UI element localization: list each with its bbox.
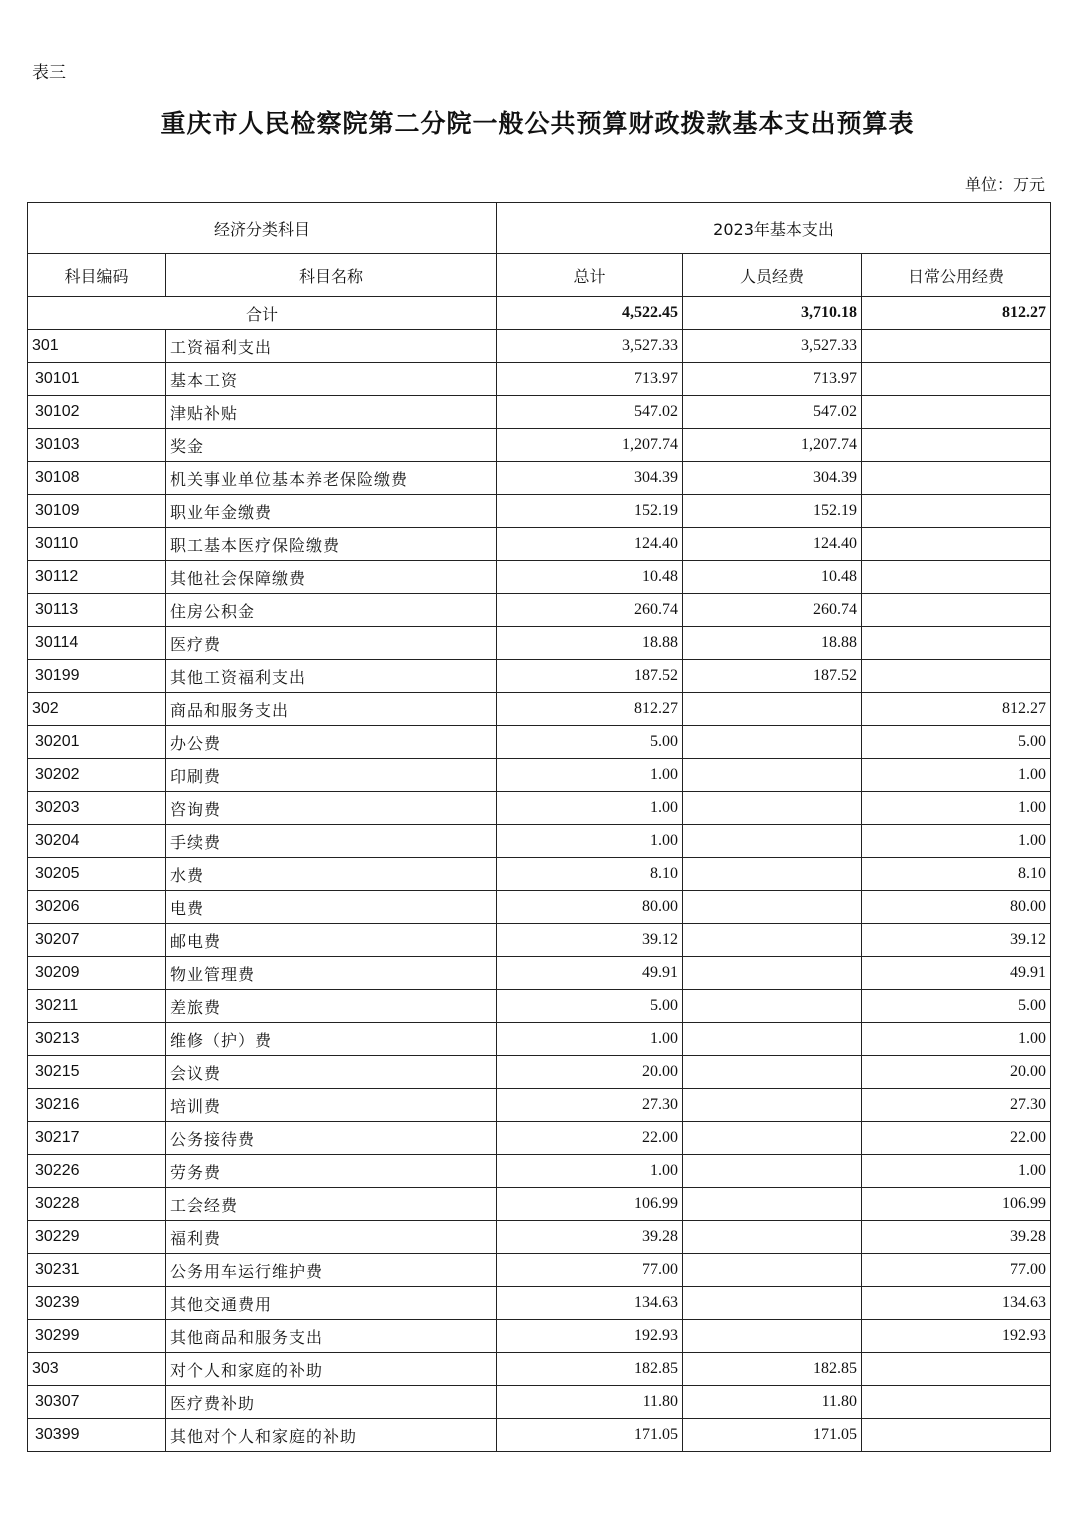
row-public: 49.91 — [862, 957, 1051, 990]
row-total: 1,207.74 — [497, 429, 683, 462]
row-name: 维修（护）费 — [166, 1023, 497, 1056]
row-total: 152.19 — [497, 495, 683, 528]
row-name: 医疗费补助 — [166, 1386, 497, 1419]
table-row — [28, 693, 1051, 726]
row-total: 124.40 — [497, 528, 683, 561]
row-name: 公务用车运行维护费 — [166, 1254, 497, 1287]
row-public: 5.00 — [862, 990, 1051, 1023]
row-name: 公务接待费 — [166, 1122, 497, 1155]
row-code: 30217 — [28, 1122, 166, 1155]
row-total: 1.00 — [497, 1023, 683, 1056]
row-name: 职业年金缴费 — [166, 495, 497, 528]
table-row — [28, 1122, 1051, 1155]
row-code: 302 — [28, 693, 166, 726]
row-name: 津贴补贴 — [166, 396, 497, 429]
row-code: 303 — [28, 1353, 166, 1386]
table-body — [28, 203, 1051, 1452]
table-row — [28, 495, 1051, 528]
total-label: 合计 — [28, 297, 497, 330]
row-code: 30113 — [28, 594, 166, 627]
header-economic-category: 经济分类科目 — [28, 203, 497, 254]
row-code: 30216 — [28, 1089, 166, 1122]
row-public: 20.00 — [862, 1056, 1051, 1089]
page-title: 重庆市人民检察院第二分院一般公共预算财政拨款基本支出预算表 — [160, 109, 915, 138]
row-total: 1.00 — [497, 759, 683, 792]
table-row — [28, 1188, 1051, 1221]
row-public — [862, 363, 1051, 396]
table-row — [28, 990, 1051, 1023]
table-row — [28, 858, 1051, 891]
row-code: 30215 — [28, 1056, 166, 1089]
header-row-columns — [28, 254, 1051, 297]
header-name: 科目名称 — [166, 254, 497, 297]
row-code: 30399 — [28, 1419, 166, 1452]
row-code: 30231 — [28, 1254, 166, 1287]
row-total: 80.00 — [497, 891, 683, 924]
row-total: 8.10 — [497, 858, 683, 891]
table-row — [28, 627, 1051, 660]
table-row — [28, 825, 1051, 858]
row-total: 134.63 — [497, 1287, 683, 1320]
row-public — [862, 561, 1051, 594]
row-total: 39.28 — [497, 1221, 683, 1254]
row-personnel: 10.48 — [683, 561, 862, 594]
row-public: 77.00 — [862, 1254, 1051, 1287]
row-public: 134.63 — [862, 1287, 1051, 1320]
row-code: 30213 — [28, 1023, 166, 1056]
row-personnel — [683, 693, 862, 726]
table-row — [28, 594, 1051, 627]
row-name: 医疗费 — [166, 627, 497, 660]
row-public: 1.00 — [862, 825, 1051, 858]
row-name: 其他社会保障缴费 — [166, 561, 497, 594]
row-personnel — [683, 990, 862, 1023]
row-code: 30203 — [28, 792, 166, 825]
row-total: 547.02 — [497, 396, 683, 429]
row-name: 手续费 — [166, 825, 497, 858]
row-personnel — [683, 759, 862, 792]
row-code: 30109 — [28, 495, 166, 528]
total-personnel: 3,710.18 — [683, 297, 862, 330]
row-personnel — [683, 957, 862, 990]
row-code: 30211 — [28, 990, 166, 1023]
row-total: 106.99 — [497, 1188, 683, 1221]
total-row — [28, 297, 1051, 330]
row-name: 电费 — [166, 891, 497, 924]
row-code: 30205 — [28, 858, 166, 891]
row-public — [862, 1353, 1051, 1386]
table-row — [28, 759, 1051, 792]
row-name: 培训费 — [166, 1089, 497, 1122]
row-name: 水费 — [166, 858, 497, 891]
row-total: 1.00 — [497, 792, 683, 825]
row-public: 8.10 — [862, 858, 1051, 891]
row-total: 1.00 — [497, 1155, 683, 1188]
row-name: 工会经费 — [166, 1188, 497, 1221]
row-public: 192.93 — [862, 1320, 1051, 1353]
table-row — [28, 957, 1051, 990]
row-code: 30101 — [28, 363, 166, 396]
row-total: 187.52 — [497, 660, 683, 693]
row-name: 商品和服务支出 — [166, 693, 497, 726]
table-row — [28, 1023, 1051, 1056]
header-basic-expenditure: 2023年基本支出 — [497, 203, 1051, 254]
total-public: 812.27 — [862, 297, 1051, 330]
row-name: 办公费 — [166, 726, 497, 759]
row-name: 其他商品和服务支出 — [166, 1320, 497, 1353]
row-personnel — [683, 1254, 862, 1287]
row-code: 30102 — [28, 396, 166, 429]
row-code: 30307 — [28, 1386, 166, 1419]
row-code: 30114 — [28, 627, 166, 660]
table-row — [28, 1155, 1051, 1188]
row-code: 30202 — [28, 759, 166, 792]
row-name: 住房公积金 — [166, 594, 497, 627]
row-name: 机关事业单位基本养老保险缴费 — [166, 462, 497, 495]
row-total: 5.00 — [497, 990, 683, 1023]
row-name: 其他交通费用 — [166, 1287, 497, 1320]
table-row — [28, 1353, 1051, 1386]
table-row — [28, 1056, 1051, 1089]
row-total: 18.88 — [497, 627, 683, 660]
row-personnel — [683, 726, 862, 759]
row-personnel — [683, 924, 862, 957]
row-total: 260.74 — [497, 594, 683, 627]
row-total: 11.80 — [497, 1386, 683, 1419]
table-row — [28, 1089, 1051, 1122]
row-code: 30199 — [28, 660, 166, 693]
row-total: 304.39 — [497, 462, 683, 495]
table-row — [28, 1221, 1051, 1254]
row-name: 物业管理费 — [166, 957, 497, 990]
row-public — [862, 594, 1051, 627]
row-name: 印刷费 — [166, 759, 497, 792]
row-public: 22.00 — [862, 1122, 1051, 1155]
header-code: 科目编码 — [28, 254, 166, 297]
row-code: 30206 — [28, 891, 166, 924]
row-total: 1.00 — [497, 825, 683, 858]
table-row — [28, 330, 1051, 363]
row-total: 812.27 — [497, 693, 683, 726]
row-code: 30299 — [28, 1320, 166, 1353]
row-code: 30228 — [28, 1188, 166, 1221]
row-name: 会议费 — [166, 1056, 497, 1089]
row-code: 30229 — [28, 1221, 166, 1254]
table-row — [28, 363, 1051, 396]
row-personnel: 713.97 — [683, 363, 862, 396]
table-row — [28, 1386, 1051, 1419]
row-total: 10.48 — [497, 561, 683, 594]
row-name: 福利费 — [166, 1221, 497, 1254]
row-total: 192.93 — [497, 1320, 683, 1353]
row-total: 5.00 — [497, 726, 683, 759]
row-personnel — [683, 1287, 862, 1320]
row-code: 30207 — [28, 924, 166, 957]
row-personnel: 152.19 — [683, 495, 862, 528]
header-row-group — [28, 203, 1051, 254]
row-personnel: 18.88 — [683, 627, 862, 660]
row-public — [862, 627, 1051, 660]
table-row — [28, 396, 1051, 429]
row-personnel: 3,527.33 — [683, 330, 862, 363]
row-code: 30204 — [28, 825, 166, 858]
row-personnel: 124.40 — [683, 528, 862, 561]
table-row — [28, 561, 1051, 594]
table-number-label: 表三 — [32, 63, 66, 83]
row-personnel — [683, 858, 862, 891]
row-public: 39.12 — [862, 924, 1051, 957]
row-name: 奖金 — [166, 429, 497, 462]
header-public: 日常公用经费 — [862, 254, 1051, 297]
row-personnel — [683, 1023, 862, 1056]
row-personnel — [683, 1188, 862, 1221]
row-public: 1.00 — [862, 792, 1051, 825]
row-personnel — [683, 1056, 862, 1089]
row-public — [862, 429, 1051, 462]
row-personnel: 11.80 — [683, 1386, 862, 1419]
row-total: 182.85 — [497, 1353, 683, 1386]
row-code: 30112 — [28, 561, 166, 594]
row-public — [862, 1386, 1051, 1419]
table-row — [28, 528, 1051, 561]
row-code: 30103 — [28, 429, 166, 462]
row-total: 171.05 — [497, 1419, 683, 1452]
table-row — [28, 1254, 1051, 1287]
row-public — [862, 528, 1051, 561]
row-total: 39.12 — [497, 924, 683, 957]
header-total: 总计 — [497, 254, 683, 297]
row-public: 39.28 — [862, 1221, 1051, 1254]
row-total: 22.00 — [497, 1122, 683, 1155]
row-personnel: 304.39 — [683, 462, 862, 495]
row-name: 其他工资福利支出 — [166, 660, 497, 693]
table-row — [28, 891, 1051, 924]
row-public — [862, 1419, 1051, 1452]
row-public — [862, 660, 1051, 693]
row-public: 1.00 — [862, 1155, 1051, 1188]
table-row — [28, 429, 1051, 462]
table-row — [28, 726, 1051, 759]
table-row — [28, 1287, 1051, 1320]
row-code: 30226 — [28, 1155, 166, 1188]
row-public — [862, 396, 1051, 429]
header-personnel: 人员经费 — [683, 254, 862, 297]
row-personnel: 182.85 — [683, 1353, 862, 1386]
row-name: 其他对个人和家庭的补助 — [166, 1419, 497, 1452]
row-code: 30239 — [28, 1287, 166, 1320]
row-name: 差旅费 — [166, 990, 497, 1023]
row-public: 27.30 — [862, 1089, 1051, 1122]
row-public: 80.00 — [862, 891, 1051, 924]
row-personnel — [683, 1221, 862, 1254]
row-public: 812.27 — [862, 693, 1051, 726]
table-row — [28, 660, 1051, 693]
row-personnel — [683, 1089, 862, 1122]
row-code: 30108 — [28, 462, 166, 495]
row-total: 713.97 — [497, 363, 683, 396]
row-code: 30201 — [28, 726, 166, 759]
row-code: 30209 — [28, 957, 166, 990]
row-public: 1.00 — [862, 1023, 1051, 1056]
row-code: 30110 — [28, 528, 166, 561]
row-total: 27.30 — [497, 1089, 683, 1122]
row-public — [862, 462, 1051, 495]
table-row — [28, 924, 1051, 957]
row-name: 工资福利支出 — [166, 330, 497, 363]
row-name: 邮电费 — [166, 924, 497, 957]
row-public — [862, 330, 1051, 363]
row-personnel — [683, 1155, 862, 1188]
row-name: 基本工资 — [166, 363, 497, 396]
table-row — [28, 792, 1051, 825]
row-name: 劳务费 — [166, 1155, 497, 1188]
budget-table — [27, 202, 1051, 1452]
row-personnel: 260.74 — [683, 594, 862, 627]
total-sum: 4,522.45 — [497, 297, 683, 330]
row-total: 77.00 — [497, 1254, 683, 1287]
row-name: 对个人和家庭的补助 — [166, 1353, 497, 1386]
row-total: 49.91 — [497, 957, 683, 990]
table-row — [28, 1419, 1051, 1452]
table-row — [28, 1320, 1051, 1353]
row-public: 106.99 — [862, 1188, 1051, 1221]
table-row — [28, 462, 1051, 495]
row-code: 301 — [28, 330, 166, 363]
row-personnel — [683, 1122, 862, 1155]
row-personnel: 1,207.74 — [683, 429, 862, 462]
row-personnel — [683, 891, 862, 924]
row-personnel: 547.02 — [683, 396, 862, 429]
row-personnel: 171.05 — [683, 1419, 862, 1452]
row-personnel: 187.52 — [683, 660, 862, 693]
row-public: 5.00 — [862, 726, 1051, 759]
unit-label: 单位：万元 — [964, 175, 1045, 194]
row-personnel — [683, 1320, 862, 1353]
row-public — [862, 495, 1051, 528]
row-personnel — [683, 792, 862, 825]
row-public: 1.00 — [862, 759, 1051, 792]
row-personnel — [683, 825, 862, 858]
row-total: 3,527.33 — [497, 330, 683, 363]
row-name: 职工基本医疗保险缴费 — [166, 528, 497, 561]
row-name: 咨询费 — [166, 792, 497, 825]
row-total: 20.00 — [497, 1056, 683, 1089]
